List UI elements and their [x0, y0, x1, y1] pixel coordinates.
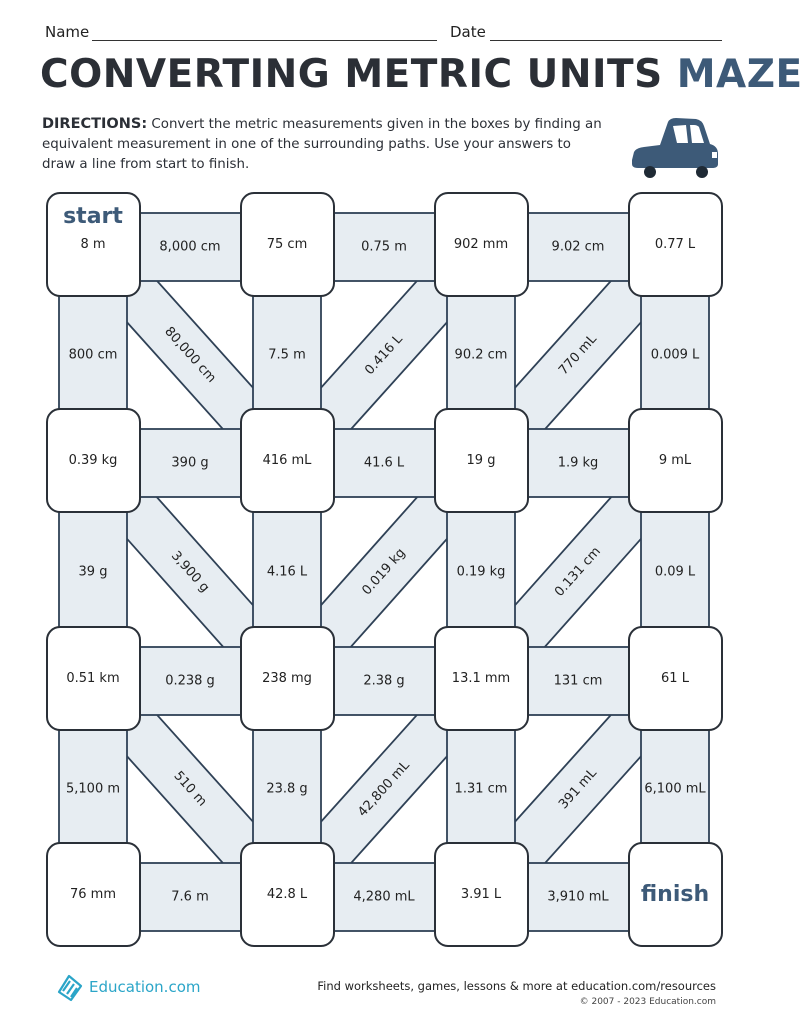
maze-box: [46, 192, 141, 297]
horizontal-path-label: 2.38 g: [363, 673, 405, 689]
maze-box: [240, 626, 335, 731]
maze-box-value: 76 mm: [69, 886, 116, 902]
maze-box-value: 0.77 L: [654, 236, 696, 252]
title-main: CONVERTING METRIC UNITS: [40, 52, 663, 97]
maze-box-value: 902 mm: [453, 236, 509, 252]
horizontal-path-label: 1.9 kg: [557, 455, 599, 471]
maze-box: [434, 408, 529, 513]
horizontal-path-label: 3,910 mL: [547, 889, 609, 905]
footer-tagline: Find worksheets, games, lessons & more at education.com/resources: [317, 979, 716, 993]
maze-box-value: 61 L: [661, 670, 689, 686]
diagonal-path-label: 510 m: [170, 768, 210, 810]
vertical-path-label: 0.19 kg: [456, 564, 506, 580]
vertical-path-label: 90.2 cm: [454, 347, 508, 363]
directions-label: DIRECTIONS:: [42, 116, 148, 132]
diagonal-path-label: 3,900 g: [167, 548, 213, 596]
maze-box-value: 13.1 mm: [451, 670, 511, 686]
vertical-path-label: 800 cm: [68, 347, 118, 363]
maze-box: [240, 192, 335, 297]
education-logo: [55, 972, 200, 1002]
maze-box: [46, 408, 141, 513]
maze-box: [628, 626, 723, 731]
maze-box: [240, 842, 335, 947]
vertical-path-label: 1.31 cm: [454, 781, 508, 797]
maze-box-value: 8 m: [80, 236, 106, 252]
horizontal-path-label: 0.75 m: [361, 239, 407, 255]
horizontal-path-label: 4,280 mL: [353, 889, 415, 905]
diagonal-path-label: 0.019 kg: [359, 545, 409, 599]
maze-box-value: 19 g: [466, 452, 496, 468]
education-logo-text: Education.com: [89, 978, 201, 996]
horizontal-path-label: 8,000 cm: [159, 239, 221, 255]
maze-box: [434, 842, 529, 947]
maze-box: [434, 626, 529, 731]
vertical-path-label: 0.09 L: [654, 564, 696, 580]
start-label: start: [63, 203, 123, 229]
vertical-path-label: 0.009 L: [650, 347, 700, 363]
maze-box: [628, 192, 723, 297]
maze-box-value: 238 mg: [262, 670, 312, 686]
title-accent: MAZE: [676, 52, 803, 97]
maze-box-value: 42.8 L: [266, 886, 308, 902]
finish-label: finish: [640, 881, 710, 907]
maze-box: [46, 842, 141, 947]
horizontal-path-label: 7.6 m: [171, 889, 209, 905]
maze-box: [240, 408, 335, 513]
diagonal-path-label: 0.416 L: [362, 331, 406, 379]
diagonal-path-label: 42,800 mL: [355, 758, 413, 820]
maze-box: [46, 626, 141, 731]
maze-box-value: 0.39 kg: [68, 452, 118, 468]
maze-box-value: 75 cm: [266, 236, 308, 252]
maze-box-value: 0.51 km: [66, 670, 120, 686]
diagonal-path-label: 80,000 cm: [161, 324, 219, 386]
horizontal-path-label: 41.6 L: [363, 455, 405, 471]
maze-box: [628, 408, 723, 513]
horizontal-path-label: 131 cm: [553, 673, 603, 689]
date-label: Date: [450, 23, 486, 41]
name-label: Name: [45, 23, 90, 41]
maze-box: [434, 192, 529, 297]
maze-box: [628, 842, 723, 947]
vertical-path-label: 4.16 L: [266, 564, 308, 580]
education-logo-icon: [55, 972, 85, 1002]
vertical-path-label: 39 g: [78, 564, 108, 580]
vertical-path-label: 6,100 mL: [644, 781, 706, 797]
horizontal-path-label: 9.02 cm: [551, 239, 605, 255]
vertical-path-label: 23.8 g: [266, 781, 308, 797]
diagonal-path-label: 391 mL: [556, 765, 600, 813]
horizontal-path-label: 0.238 g: [165, 673, 215, 689]
footer-copyright: © 2007 - 2023 Education.com: [579, 997, 716, 1007]
directions-text: Convert the metric measurements given in the boxes by finding an equivalent measurement in one of the surrounding paths. Use your answers to draw a line from start to finish.: [42, 117, 602, 172]
diagonal-path-label: 770 mL: [556, 331, 600, 379]
vertical-path-label: 5,100 m: [65, 781, 121, 797]
maze-box-value: 3.91 L: [460, 886, 502, 902]
maze-box-value: 9 mL: [658, 452, 692, 468]
horizontal-path-label: 390 g: [171, 455, 209, 471]
diagonal-path-label: 0.131 cm: [552, 544, 604, 600]
vertical-path-label: 7.5 m: [268, 347, 306, 363]
maze-box-value: 416 mL: [262, 452, 312, 468]
